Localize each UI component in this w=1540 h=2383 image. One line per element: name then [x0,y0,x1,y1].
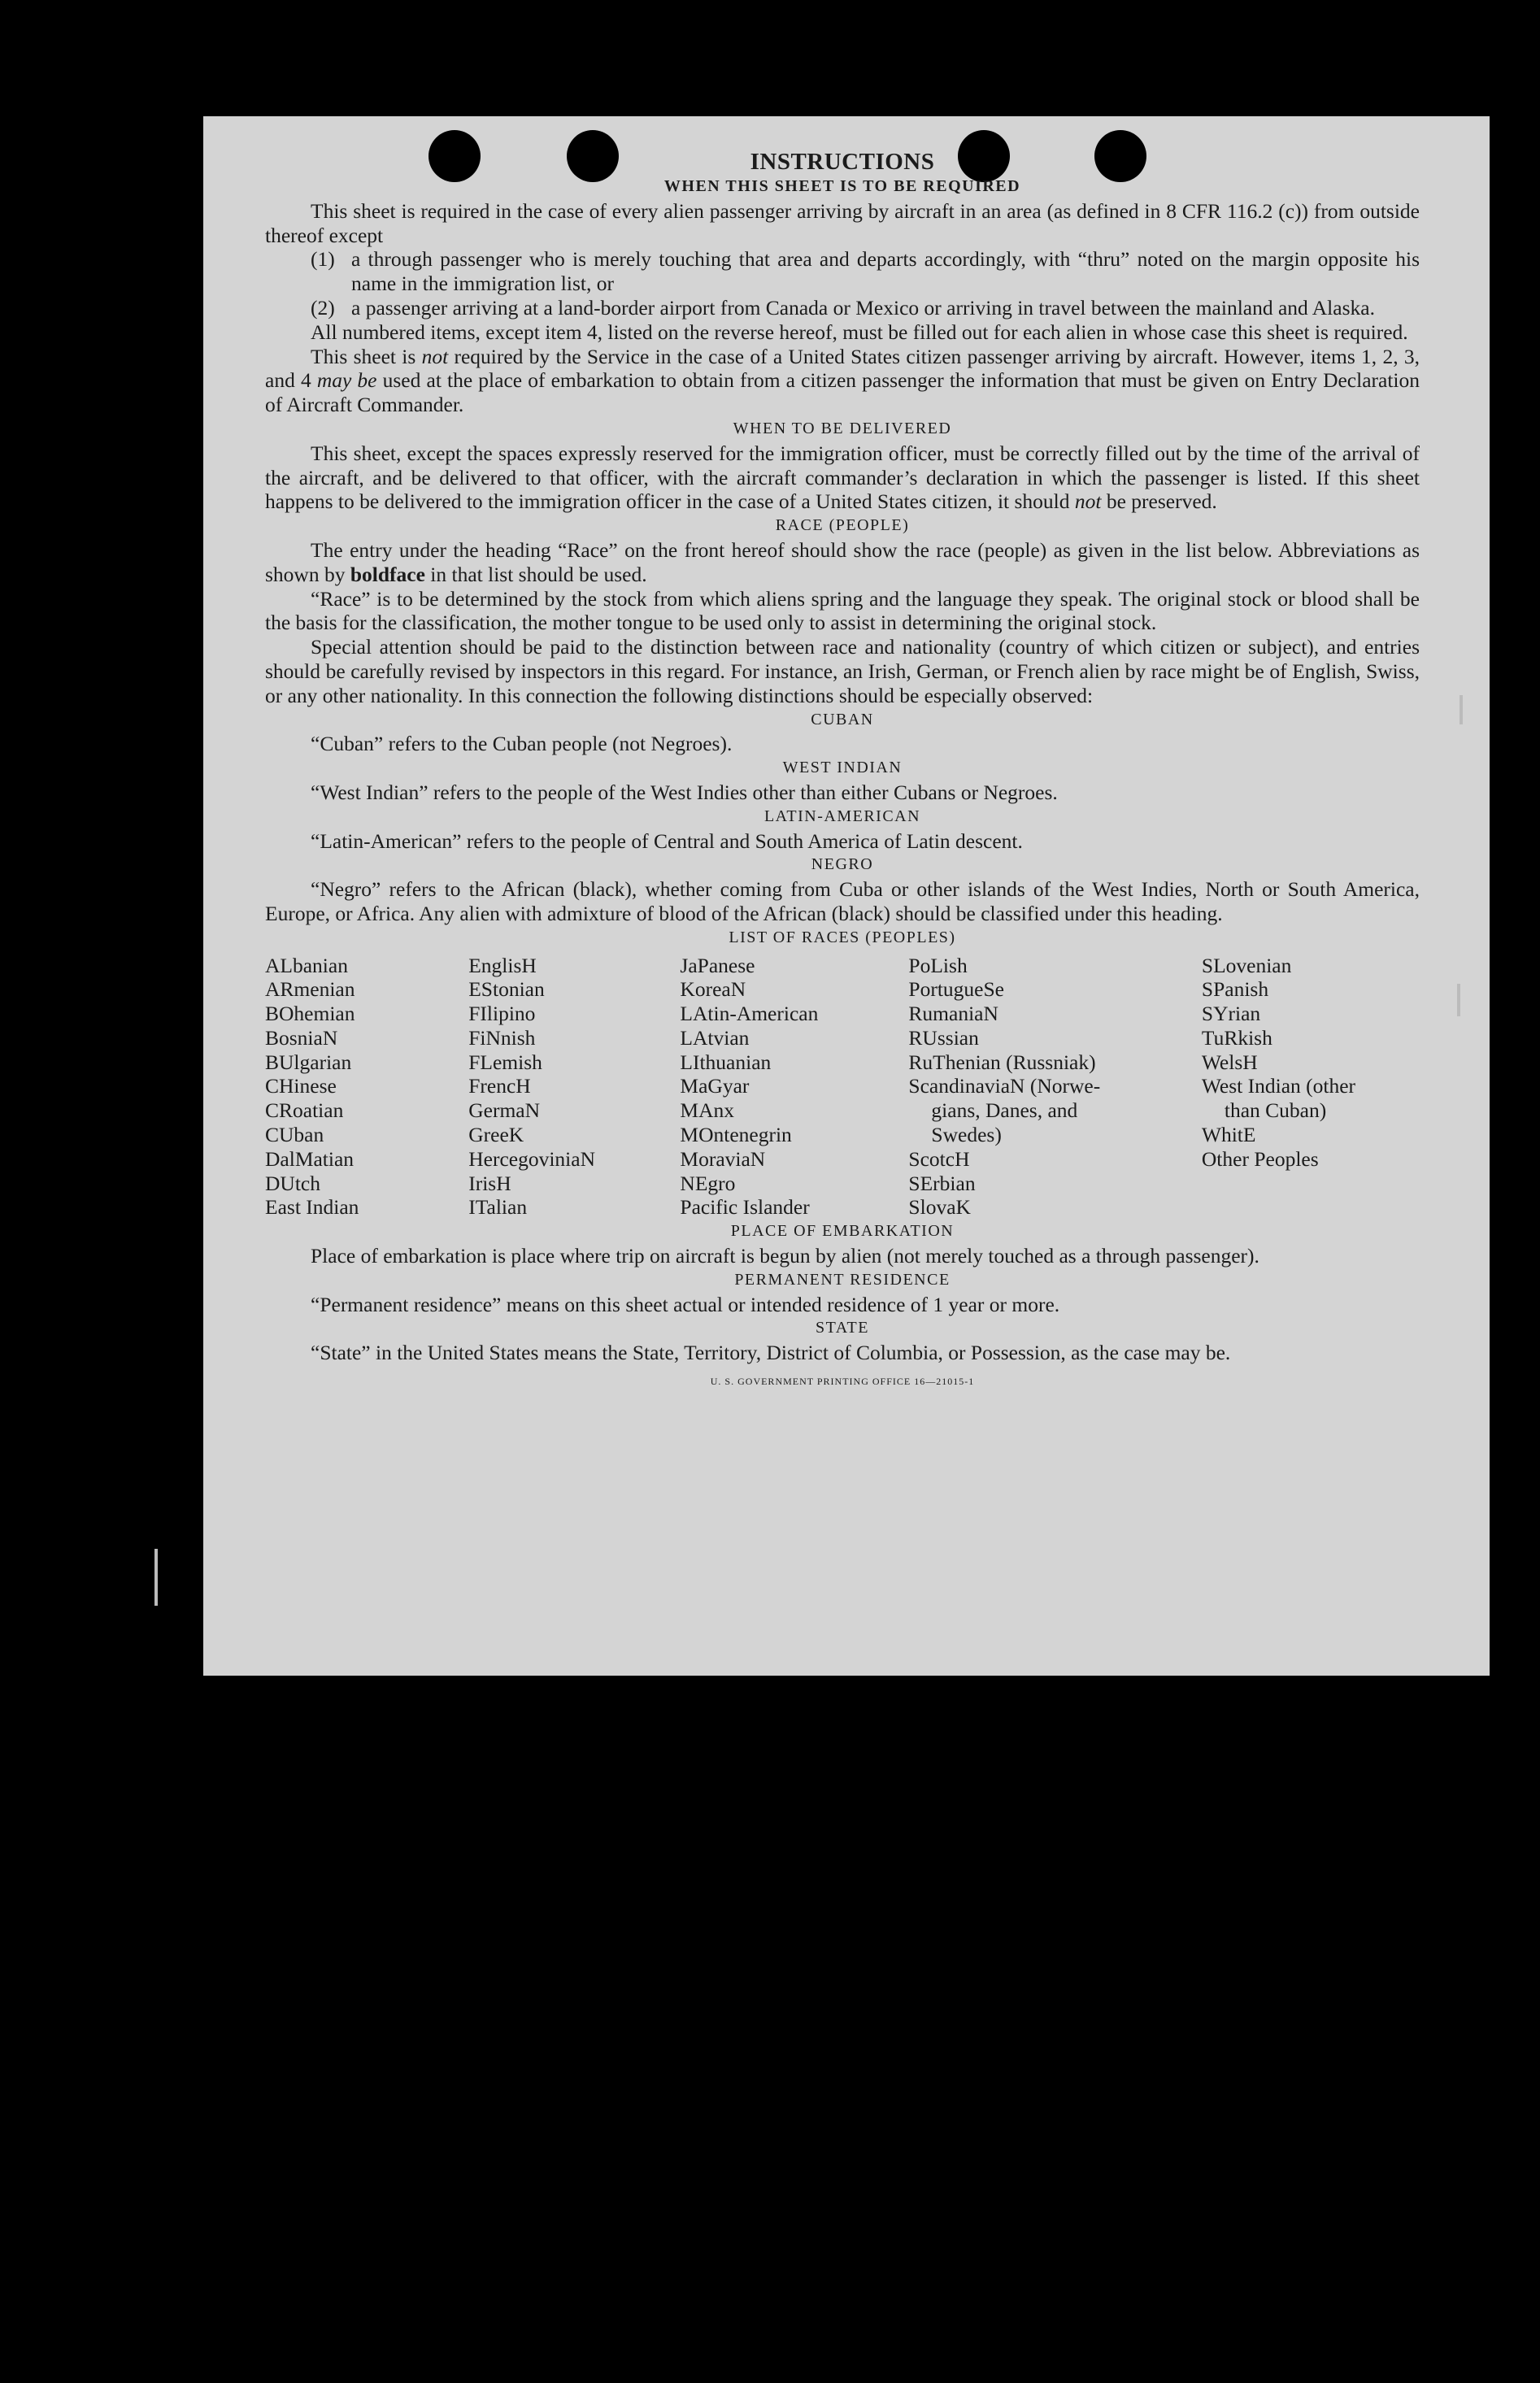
race-entry: than Cuban) [1224,1098,1327,1123]
race-entry: Pacific Islander [680,1195,810,1220]
race-entry: FLemish [468,1050,542,1074]
heading-races-list: LIST OF RACES (PEOPLES) [729,928,956,946]
when-required-intro: This sheet is required in the case of every alien passenger arriving by aircraft in an area (as defined in 8 CFR 116.2 (c)) from outside thereof except [265,198,1420,247]
race-entry: BOhemian [265,1002,355,1026]
heading-race: RACE (PEOPLE) [775,516,910,535]
heading-residence: PERMANENT RESIDENCE [734,1270,951,1289]
race-entry: Other Peoples [1201,1146,1319,1171]
race-entry: PortugueSe [908,977,1004,1002]
race-entry: West Indian (other [1201,1074,1356,1098]
races-column [680,954,908,1220]
races-column [468,954,680,1220]
race-entry: ALbanian [265,953,348,977]
races-column [1202,954,1420,1220]
item-number: (2) [311,295,335,320]
race-entry: LIthuanian [680,1050,772,1074]
scan-artifact [154,1549,158,1606]
race-entry: JaPanese [680,953,755,977]
state-definition: “State” in the United States means the State, Territory, District of Columbia, or Possession, as the case may be. [311,1341,1231,1365]
race-entry: CUban [265,1123,324,1147]
item-number: (1) [311,247,335,272]
race-paragraph: Special attention should be paid to the distinction between race and nationality (country of which citizen or subject), and entries should be carefully revised by inspectors in this regard. For instance, an Irish, German, or French alien by race might be of English, Swiss, or any other nationality. In this connection the following distinctions should be especially observed: [265,635,1420,707]
heading-west-indian: WEST INDIAN [782,759,903,777]
races-column [908,954,1201,1220]
race-paragraph: “Race” is to be determined by the stock from which aliens spring and the language they speak. The original stock or blood shall be the basis for the classification, the mother tongue to be used only to assist in determining the original stock. [265,586,1420,635]
races-list [265,954,1420,1220]
race-entry: KoreaN [680,977,746,1002]
race-entry: ARmenian [265,977,355,1002]
race-entry: RUssian [908,1025,979,1050]
race-entry: SYrian [1201,1002,1261,1026]
heading-state: STATE [816,1319,869,1337]
race-entry: ScandinaviaN (Norwe- [908,1074,1101,1098]
race-entry: GreeK [468,1123,524,1147]
heading-when-delivered: WHEN TO BE DELIVERED [733,419,952,437]
race-entry: MaGyar [680,1074,750,1098]
item-text: a through passenger who is merely touching that area and departs accordingly, with “thru” noted on the margin opposite his name in the immigration list, or [351,247,1420,296]
heading-cuban: CUBAN [811,710,874,728]
race-entry: EnglisH [468,953,537,977]
race-entry: PoLish [908,953,968,977]
embarkation-definition: Place of embarkation is place where trip on aircraft is begun by alien (not merely touched as a through passenger). [311,1244,1259,1268]
race-entry: HercegoviniaN [468,1146,595,1171]
scan-artifact [1457,984,1460,1016]
race-entry: DalMatian [265,1146,355,1171]
heading-latin-american: LATIN-AMERICAN [763,807,921,825]
race-entry: TuRkish [1201,1025,1272,1050]
exception-item [265,296,1420,320]
cuban-definition: “Cuban” refers to the Cuban people (not Negroes). [311,732,733,756]
races-column [265,954,468,1220]
race-entry: GermaN [468,1098,541,1123]
race-entry: MOntenegrin [680,1123,792,1147]
heading-negro: NEGRO [811,855,874,874]
race-entry: East Indian [265,1195,359,1220]
race-entry: LAtvian [680,1025,750,1050]
heading-when-required: WHEN THIS SHEET IS TO BE REQUIRED [663,177,1021,195]
race-entry: FIlipino [468,1002,536,1026]
race-entry: SPanish [1201,977,1269,1002]
race-entry: MoraviaN [680,1146,766,1171]
negro-definition: “Negro” refers to the African (black), whether coming from Cuba or other islands of the West Indies, North or South America, Europe, or Africa. Any alien with admixture of blood of the African (black) should be classified under this heading. [265,877,1420,925]
item-text: a passenger arriving at a land-border airport from Canada or Mexico or arriving in travel between the mainland and Alaska. [351,295,1375,320]
residence-definition: “Permanent residence” means on this sheet actual or intended residence of 1 year or more. [311,1292,1060,1316]
race-entry: IrisH [468,1171,511,1195]
numbered-items-paragraph: All numbered items, except item 4, listed on the reverse hereof, must be filled out for each alien in whose case this sheet is required. [311,320,1408,344]
race-entry: MAnx [680,1098,734,1123]
race-entry: BUlgarian [265,1050,352,1074]
race-entry: LAtin-American [680,1002,819,1026]
scan-artifact [1460,695,1463,724]
race-entry: ScotcH [908,1146,970,1171]
race-entry: RuThenian (Russniak) [908,1050,1096,1074]
race-entry: gians, Danes, and [931,1098,1078,1123]
exception-item [265,247,1420,296]
race-entry: ITalian [468,1195,528,1220]
delivery-paragraph: This sheet, except the spaces expressly reserved for the immigration officer, must be correctly filled out by the time of the arrival of the aircraft, and be delivered to that officer, with the aircraft commander’s declaration in which the passenger is listed. If this sheet happens to be delivered to the immigration officer in the case of a United States citizen, it should not be preserved. [265,441,1420,514]
page-title: INSTRUCTIONS [750,149,935,175]
instruction-sheet [203,116,1490,1676]
race-entry: WelsH [1201,1050,1258,1074]
sheet-content [265,149,1420,1394]
race-entry: CHinese [265,1074,337,1098]
race-entry: WhitE [1201,1123,1256,1147]
race-entry: CRoatian [265,1098,344,1123]
race-entry: EStonian [468,977,545,1002]
race-entry: RumaniaN [908,1002,998,1026]
west-indian-definition: “West Indian” refers to the people of the West Indies other than either Cubans or Negroes. [311,780,1058,804]
race-entry: BosniaN [265,1025,338,1050]
race-entry: FrencH [468,1074,531,1098]
race-entry: FiNnish [468,1025,536,1050]
race-entry: SLovenian [1201,953,1292,977]
race-entry: SErbian [908,1171,976,1195]
race-entry: NEgro [680,1171,736,1195]
printer-mark: U. S. GOVERNMENT PRINTING OFFICE 16—21015-1 [710,1376,975,1388]
heading-embarkation: PLACE OF EMBARKATION [730,1222,955,1241]
citizen-paragraph: This sheet is not required by the Service in the case of a United States citizen passenger arriving by aircraft. However, items 1, 2, 3, and 4 may be used at the place of embarkation to obtain from a citizen passenger the information that must be given on Entry Declaration of Aircraft Commander. [265,344,1420,417]
race-paragraph: The entry under the heading “Race” on the front hereof should show the race (people) as given in the list below. Abbreviations as shown by boldface in that list should be used. [265,537,1420,586]
race-entry: DUtch [265,1171,320,1195]
race-entry: Swedes) [931,1123,1002,1147]
latin-american-definition: “Latin-American” refers to the people of Central and South America of Latin descent. [311,828,1023,853]
race-entry: SlovaK [908,1195,971,1220]
